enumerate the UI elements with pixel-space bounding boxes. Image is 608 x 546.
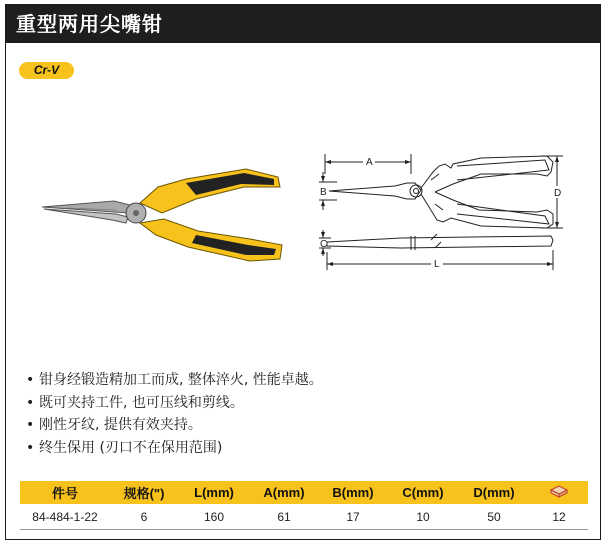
feature-text: 钳身经锻造精加工而成, 整体淬火, 性能卓越。: [39, 372, 323, 388]
dimension-drawing: [311, 150, 571, 280]
list-item: • 终生保用 (刃口不在保用范围): [26, 439, 223, 456]
dim-label-a: A: [366, 157, 373, 168]
cell-c: 10: [388, 504, 458, 530]
dim-label-d: D: [554, 188, 562, 199]
list-item: • 刚性牙纹, 提供有效夹持。: [26, 417, 202, 433]
feature-text: 既可夹持工件, 也可压线和剪线。: [39, 394, 244, 411]
cell-size: 6: [110, 504, 178, 530]
feature-text: 刚性牙纹, 提供有效夹持。: [39, 417, 202, 433]
header-size: 规格("): [110, 481, 178, 504]
table-row: [20, 504, 588, 530]
page-title: 重型两用尖嘴钳: [6, 5, 600, 43]
dim-label-b: B: [320, 187, 327, 198]
header-box-icon: [530, 481, 588, 504]
dim-label-c: C: [320, 239, 328, 250]
material-badge: Cr-V: [19, 62, 74, 79]
header-l: L(mm): [178, 481, 250, 504]
list-item: • 钳身经锻造精加工而成, 整体淬火, 性能卓越。: [26, 372, 323, 388]
header-c: C(mm): [388, 481, 458, 504]
table-header-row: [20, 481, 588, 504]
spec-table: [20, 481, 588, 530]
cell-b: 17: [318, 504, 388, 530]
pliers-photo: [36, 165, 286, 265]
feature-text: 终生保用 (刃口不在保用范围): [39, 439, 223, 456]
cell-a: 61: [250, 504, 318, 530]
header-part-number: 件号: [20, 481, 110, 504]
package-box-icon: [549, 484, 569, 498]
cell-part-number: 84-484-1-22: [20, 504, 110, 530]
product-card: [5, 4, 601, 540]
dim-label-l: L: [434, 259, 440, 270]
header-d: D(mm): [458, 481, 530, 504]
feature-list: [26, 369, 323, 459]
cell-box-qty: 12: [530, 504, 588, 530]
list-item: • 既可夹持工件, 也可压线和剪线。: [26, 394, 244, 411]
cell-l: 160: [178, 504, 250, 530]
cell-d: 50: [458, 504, 530, 530]
header-b: B(mm): [318, 481, 388, 504]
header-a: A(mm): [250, 481, 318, 504]
